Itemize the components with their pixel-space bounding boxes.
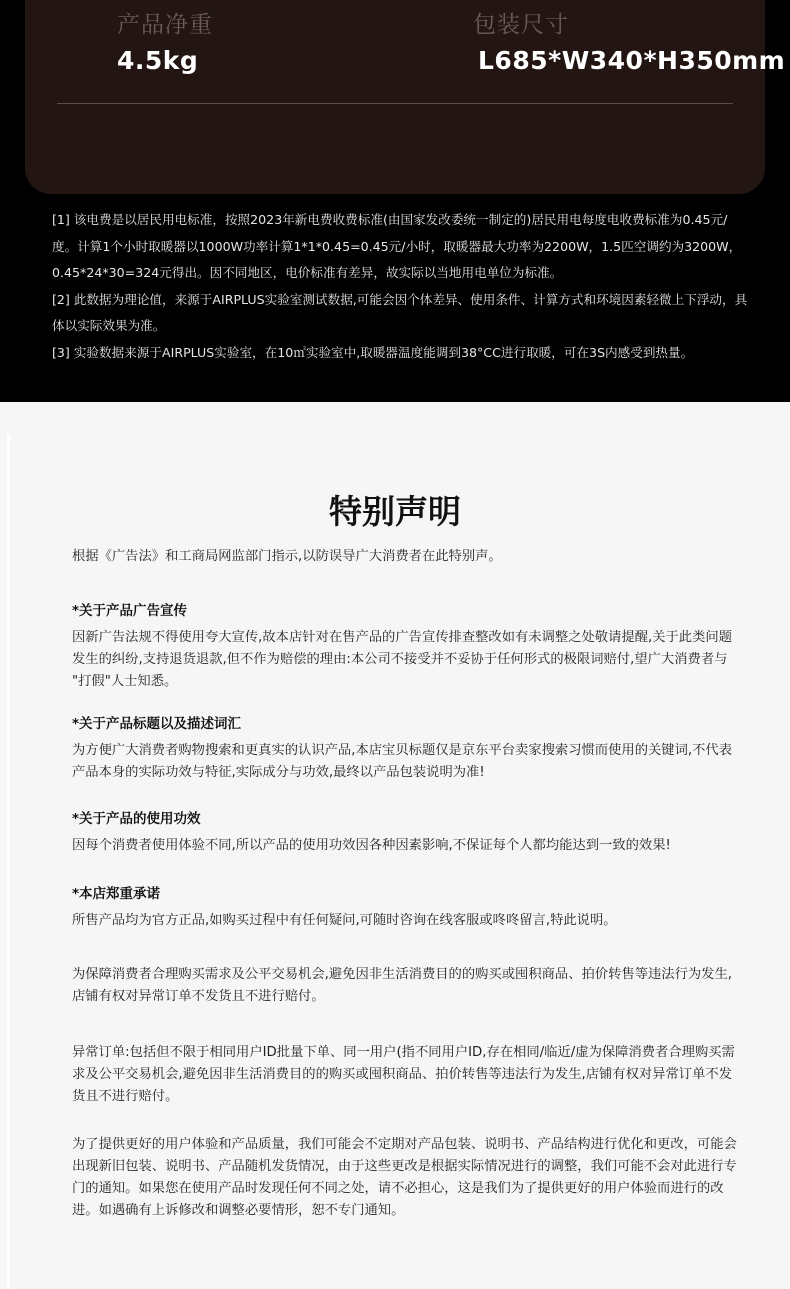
weight-value: 4.5kg <box>117 46 199 75</box>
packaging-change-paragraph: 为了提供更好的用户体验和产品质量，我们可能会不定期对产品包装、说明书、产品结构进行优化和更改，可能会出现新旧包装、说明书、产品随机发货情况，由于这些更改是根据实际情况进行的调整，我们可能不会对此进行专门的通知。如果您在使用产品时发现任何不同之处，请不必担心，这是我们为了提供更好的用户体验而进行的改进。如遇确有上诉修改和调整必要情形，恕不专门通知。 <box>72 1137 737 1218</box>
section-body-title-terms: 为方便广大消费者购物搜索和更真实的认识产品,本店宝贝标题仅是京东平台卖家搜索习惯而使用的关键词,不代表产品本身的实际功效与特征,实际成分与功效,最终以产品包装说明为准! <box>72 743 732 780</box>
order-policy-paragraph: 为保障消费者合理购买需求及公平交易机会,避免因非生活消费目的的购买或囤积商品、拍价转售等违法行为发生,店铺有权对异常订单不发货且不进行赔付。 <box>72 967 732 1004</box>
section-heading-efficacy: *关于产品的使用功效 <box>72 811 201 827</box>
footnote-3: [3] 实验数据来源于AIRPLUS实验室，在10㎡实验室中,取暖器温度能调到38°CC进行取暖，可在3S内感受到热量。 <box>52 344 694 360</box>
specs-section <box>0 0 790 402</box>
spec-card <box>25 0 786 194</box>
section-heading-title-terms: *关于产品标题以及描述词汇 <box>72 716 242 732</box>
weight-label: 产品净重 <box>117 12 213 38</box>
footnote-2: [2] 此数据为理论值，来源于AIRPLUS实验室测试数据,可能会因个体差异、使用条件、计算方式和环境因素轻微上下浮动，具体以实际效果为准。 <box>52 291 748 333</box>
section-body-advertising: 因新广告法规不得使用夸大宣传,故本店针对在售产品的广告宣传排查整改如有未调整之处敬请提醒,关于此类问题发生的纠纷,支持退货退款,但不作为赔偿的理由:本公司不接受并不妥协于任何形式的极限词赔付,望广大消费者与 "打假"人士知悉。 <box>72 630 732 689</box>
package-size-label: 包装尺寸 <box>473 12 569 38</box>
section-body-efficacy: 因每个消费者使用体验不同,所以产品的使用功效因各种因素影响,不保证每个人都均能达到一致的效果! <box>72 838 671 853</box>
special-statement <box>0 402 790 1289</box>
footnotes <box>52 207 752 366</box>
statement-intro: 根据《广告法》和工商局网监部门指示,以防误导广大消费者在此特别声。 <box>72 549 502 564</box>
footnote-1: [1] 该电费是以居民用电标准，按照2023年新电费收费标准(由国家发改委统一制定的)居民用电每度电收费标准为0.45元/度。计算1个小时取暖器以1000W功率计算1*1*0.45=0.45元/小时，取暖器最大功率为2200W，1.5匹空调约为3200W，0.45*24*30=324元得出。因不同地区，电价标准有差异，故实际以当地用电单位为标准。 <box>52 212 742 280</box>
statement-title: 特别声明 <box>329 492 461 531</box>
section-heading-advertising: *关于产品广告宣传 <box>72 603 188 619</box>
package-size-value: L685*W340*H350mm <box>478 46 786 75</box>
section-body-promise: 所售产品均为官方正品,如购买过程中有任何疑问,可随时咨询在线客服或咚咚留言,特此说明。 <box>72 913 617 928</box>
left-edge-line <box>7 434 10 1289</box>
section-heading-promise: *本店郑重承诺 <box>72 886 161 902</box>
spec-divider <box>57 103 733 104</box>
abnormal-order-paragraph: 异常订单:包括但不限于相同用户ID批量下单、同一用户(指不同用户ID,存在相同/临近/虚为保障消费者合理购买需求及公平交易机会,避免因非生活消费目的的购买或囤积商品、拍价转售等违法行为发生,店铺有权对异常订单不发货且不进行赔付。 <box>72 1045 735 1104</box>
